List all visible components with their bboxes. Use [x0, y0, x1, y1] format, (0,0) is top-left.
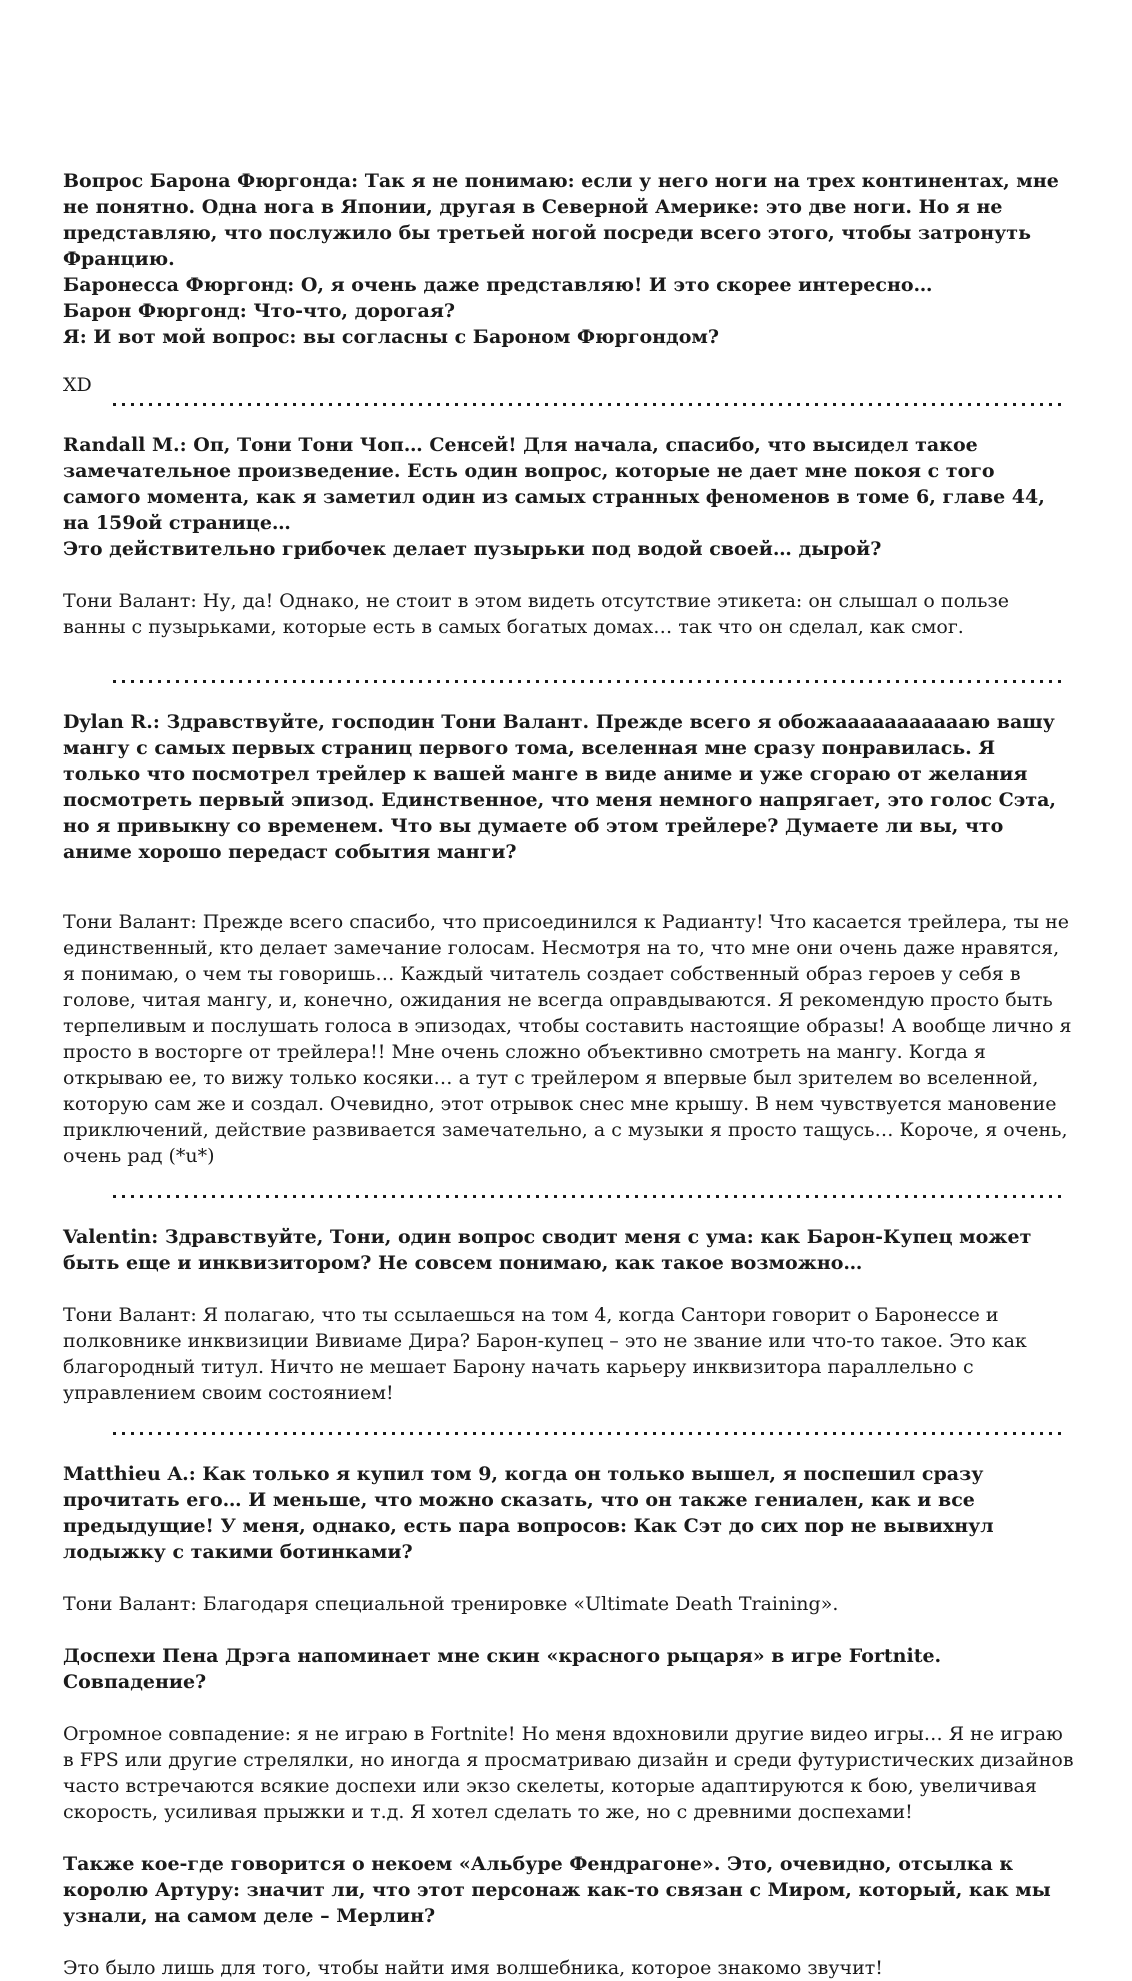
answer-tony-training: Тони Валант: Благодаря специальной тренировке «Ultimate Death Training». [63, 1593, 839, 1615]
question-author-line: Я: И вот мой вопрос: вы согласны с Бароном Фюргондом? [63, 326, 720, 348]
answer-tony-valentin: Тони Валант: Я полагаю, что ты ссылаешься на том 4, когда Сантори говорит о Баронессе и полковнике инквизиции Вивиаме Дира? Барон-купец – это не звание или что-то такое. Это как благородный титул. Ничто не мешает Барону начать карьеру инквизитора параллельно с управлением своим состоянием! [63, 1304, 1027, 1404]
answer-tony-randall: Тони Валант: Ну, да! Однако, не стоит в этом видеть отсутствие этикета: он слышал о пользе ванны с пузырьками, которые есть в самых богатых домах… так что он сделал, как смог. [63, 590, 1010, 638]
answer-tony-dylan: Тони Валант: Прежде всего спасибо, что присоединился к Радианту! Что касается трейлера, ты не единственный, кто делает замечание голосам. Несмотря на то, что мне они очень даже нравятся, я понимаю, о чем ты говоришь… Каждый читатель создает собственный образ героев у себя в голове, читая мангу, и, конечно, ожидания не всегда оправдываются. Я рекомендую просто быть терпеливым и послушать голоса в эпизодах, чтобы составить настоящие образы! А вообще лично я просто в восторге от трейлера!! Мне очень сложно объективно смотреть на мангу. Когда я открываю ее, то вижу только косяки… а тут с трейлером я впервые был зрителем во вселенной, которую сам же и создал. Очевидно, этот отрывок снес мне крышу. В нем чувствуется мановение приключений, действие развивается замечательно, а с музыки я просто тащусь… Короче, я очень, очень рад (*u*) [63, 911, 1072, 1167]
dotted-separator [113, 1195, 1062, 1198]
question-valentin: Valentin: Здравствуйте, Тони, один вопрос сводит меня с ума: как Барон-Купец может быть еще и инквизитором? Не совсем понимаю, как такое возможно… [63, 1226, 1032, 1274]
question-baron-reply: Барон Фюргонд: Что-что, дорогая? [63, 300, 456, 322]
dotted-separator [113, 403, 1062, 406]
xd-note: XD [63, 374, 92, 396]
question-randall: Randall M.: Оп, Тони Тони Чоп… Сенсей! Для начала, спасибо, что высидел такое замечательное произведение. Есть один вопрос, которые не дает мне покоя с того самого момента, как я заметил один из самых странных феноменов в томе 6, главе 44, на 159ой странице… [63, 434, 1045, 534]
question-baronessa-furgond: Баронесса Фюргонд: О, я очень даже представляю! И это скорее интересно… [63, 274, 933, 296]
dotted-separator [113, 680, 1062, 683]
question-randall-line2: Это действительно грибочек делает пузырьки под водой своей… дырой? [63, 538, 882, 560]
question-baron-furgond: Вопрос Барона Фюргонда: Так я не понимаю: если у него ноги на трех континентах, мне не понятно. Одна нога в Японии, другая в Северной Америке: это две ноги. Но я не представляю, что послужило бы третьей ногой посреди всего этого, чтобы затронуть Францию. [63, 170, 1059, 270]
question-fortnite: Доспехи Пена Дрэга напоминает мне скин «красного рыцаря» в игре Fortnite. Совпадение? [63, 1645, 942, 1693]
answer-tony-pendragon: Это было лишь для того, чтобы найти имя волшебника, которое знакомо звучит! [63, 1957, 883, 1979]
dotted-separator [113, 1432, 1062, 1435]
question-dylan: Dylan R.: Здравствуйте, господин Тони Валант. Прежде всего я обожаааааааааааю вашу мангу с самых первых страниц первого тома, вселенная мне сразу понравилась. Я только что посмотрел трейлер к вашей манге в виде аниме и уже сгораю от желания посмотреть первый эпизод. Единственное, что меня немного напрягает, это голос Сэта, но я привыкну со временем. Что вы думаете об этом трейлере? Думаете ли вы, что аниме хорошо передаст события манги? [63, 711, 1057, 863]
question-matthieu: Matthieu A.: Как только я купил том 9, когда он только вышел, я поспешил сразу прочитать его… И меньше, что можно сказать, что он также гениален, как и все предыдущие! У меня, однако, есть пара вопросов: Как Сэт до сих пор не вывихнул лодыжку с такими ботинками? [63, 1463, 994, 1563]
question-pendragon: Также кое-где говорится о некоем «Альбуре Фендрагоне». Это, очевидно, отсылка к королю Артуру: значит ли, что этот персонаж как-то связан с Миром, который, как мы узнали, на самом деле – Мерлин? [63, 1853, 1051, 1927]
answer-tony-fortnite: Огромное совпадение: я не играю в Fortnite! Но меня вдохновили другие видео игры… Я не играю в FPS или другие стрелялки, но иногда я просматриваю дизайн и среди футуристических дизайнов часто встречаются всякие доспехи или экзо скелеты, которые адаптируются к бою, увеличивая скорость, усиливая прыжки и т.д. Я хотел сделать то же, но с древними доспехами! [63, 1723, 1074, 1823]
